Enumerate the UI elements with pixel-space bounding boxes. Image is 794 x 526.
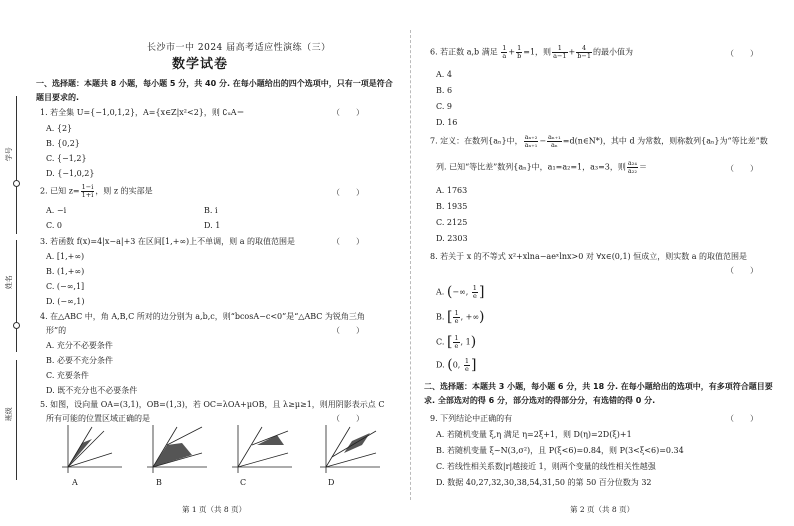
- page-1-footer: 第 1 页（共 8 页）: [182, 505, 247, 514]
- q6-stem-part: 的最小值为: [592, 47, 633, 57]
- interval-part: −∞,: [452, 287, 471, 297]
- q8-fraction: [464, 358, 470, 373]
- fraction-numerator: 1−i: [81, 183, 94, 191]
- question-4-stem-line-1: 4. 在△ABC 中，角 A,B,C 所对的边分别为 a,b,c，则“bcosA−c<0”是“△ABC 为锐角三角: [40, 312, 365, 321]
- q2-option-a: A. −i: [46, 206, 67, 215]
- fraction-denominator: e: [472, 291, 477, 300]
- fraction-denominator: b−1: [577, 52, 591, 60]
- question-7-stem-line-2: [436, 160, 647, 175]
- class-label: 班级: [4, 407, 13, 422]
- question-6-stem: 6. 若正数 a,b 满足 $\frac{1}{a}$ + $\frac{1}{b}$ =1，则 $\frac{1}{a-1}$ + $\frac{4}{b-1}$ 的最小值为: [430, 44, 633, 60]
- q6-option-a: A. 4: [436, 70, 452, 79]
- binding-hole: [13, 322, 20, 329]
- binding-line: [16, 360, 17, 480]
- close-paren-glyph: ): [479, 309, 485, 325]
- question-1-stem: 1. 若全集 U={−1,0,1,2}，A={x∈Z|x²<2}，则 ∁ᵤA＝: [40, 108, 245, 117]
- section-1-heading-line: 一、选择题：本题共 8 小题，每小题 5 分，共 40 分. 在每小题给出的四个选项中，只有一项是符合: [36, 79, 393, 88]
- q8-fraction: [453, 310, 459, 325]
- fraction-numerator: 1: [464, 356, 470, 365]
- open-bracket-glyph: [: [446, 334, 453, 350]
- binding-hole: [13, 180, 20, 187]
- section-1-heading: [36, 77, 393, 105]
- q3-option-c: C. (−∞,1]: [46, 282, 85, 291]
- q6-fraction: [516, 45, 522, 60]
- q4-option-c: C. 充要条件: [46, 371, 89, 380]
- section-1-heading-line: 题目要求的.: [36, 93, 80, 102]
- close-bracket-glyph: ]: [478, 284, 485, 300]
- q5-graph-label-a: A: [72, 478, 78, 487]
- q9-option-c: C. 若线性相关系数|r|越接近 1，则两个变量的线性相关性越强: [436, 462, 656, 471]
- question-9-stem: 9. 下列结论中正确的有: [430, 414, 513, 423]
- q6-option-b: B. 6: [436, 86, 453, 95]
- section-2-heading-line: 求. 全部选对的得 6 分，部分选对的得部分分，有选错的得 0 分.: [424, 396, 656, 405]
- q5-graph-options: [52, 423, 382, 483]
- fraction-numerator: aₙ₊₂: [524, 133, 538, 141]
- answer-paren: （ ）: [726, 266, 758, 275]
- q3-option-a: A. [1,+∞): [46, 252, 85, 261]
- open-bracket-glyph: [: [446, 309, 453, 325]
- q8-fraction: [472, 285, 478, 300]
- fraction-numerator: 1: [502, 44, 507, 52]
- section-2-heading: [424, 380, 773, 408]
- q7-stem-part: ＝: [639, 162, 647, 172]
- answer-paren: （ ）: [332, 108, 364, 117]
- q4-option-a: A. 充分不必要条件: [46, 341, 113, 350]
- q5-graph-b: [147, 425, 207, 473]
- q5-graph-a: [62, 425, 122, 473]
- question-7-stem-line-1: 7. 定义：在数列{aₙ}中， $\frac{\text{aₙ₊₂}}{\text{aₙ₊₁}}$ − $\frac{\text{aₙ₊₁}}{\text{aₙ}}$ =d(n∈N*)，其中 d 为常数，则称数列{aₙ}为“等比差”数: [430, 133, 768, 149]
- q5-graph-d: [320, 425, 380, 473]
- fraction-numerator: 1: [454, 308, 459, 317]
- q7-stem-part: 列. 已知“等比差”数列{aₙ}中，a₁=a₂=1，a₃=3，则: [436, 162, 626, 172]
- q8-option-d: [436, 357, 476, 374]
- q6-fraction: [576, 45, 592, 60]
- fraction-denominator: b: [517, 52, 522, 60]
- q7-option-c: C. 2125: [436, 218, 468, 227]
- question-4-stem-line-2: 形”的: [46, 326, 67, 335]
- answer-paren: （ ）: [726, 164, 758, 173]
- q5-graph-label-d: D: [328, 478, 335, 487]
- answer-paren: （ ）: [332, 326, 364, 335]
- close-bracket-glyph: ]: [471, 357, 477, 373]
- q6-stem-part: 6. 若正数 a,b 满足: [430, 47, 498, 57]
- fraction-denominator: aₙ₊₁: [524, 141, 538, 149]
- exam-title: 长沙市一中 2024 届高考适应性演练（三）: [147, 43, 331, 53]
- question-5-stem-line-1: 5. 如图，设向量 OA=(3,1)，OB=(1,3)，若 OC=λOA+μOB，且 λ≥μ≥1，则用阴影表示点 C: [40, 400, 385, 409]
- answer-paren: （ ）: [332, 188, 364, 197]
- q6-fraction: [501, 45, 507, 60]
- fraction-denominator: e: [465, 364, 469, 373]
- page-divider: [410, 30, 411, 500]
- interval-part: , 1: [460, 337, 471, 347]
- question-8-stem: 8. 若关于 x 的不等式 x²+xlna−aeˣlnx>0 对 ∀x∈(0,1) 恒成立，则实数 a 的取值范围是: [430, 252, 748, 261]
- q8-option-c: [436, 334, 476, 351]
- page-2: [420, 0, 788, 526]
- q2-option-d: D. 1: [204, 221, 221, 230]
- q7-option-a: A. 1763: [436, 186, 468, 195]
- name-label: 姓名: [4, 275, 13, 290]
- question-5-stem-line-2: 所有可能的位置区域正确的是: [46, 414, 150, 423]
- q6-fraction: [552, 45, 567, 60]
- q1-option-d: D. {−1,0,2}: [46, 169, 95, 178]
- option-letter: D.: [436, 360, 445, 370]
- q7-option-d: D. 2303: [436, 234, 468, 243]
- q3-option-b: B. (1,+∞): [46, 267, 85, 276]
- q7-fraction: [524, 134, 539, 149]
- fraction-denominator: a₂₂: [627, 167, 637, 175]
- interval-part: 0,: [452, 360, 463, 370]
- q4-option-b: B. 必要不充分条件: [46, 356, 113, 365]
- q4-option-d: D. 既不充分也不必要条件: [46, 386, 138, 395]
- fraction-numerator: 1: [517, 44, 522, 52]
- fraction-numerator: 4: [576, 45, 592, 53]
- question-2-stem: [40, 184, 153, 199]
- fraction-denominator: a−1: [553, 52, 567, 60]
- answer-paren: （ ）: [726, 49, 758, 58]
- answer-paren: （ ）: [332, 237, 364, 246]
- binding-margin: [0, 0, 30, 526]
- close-paren-glyph: ): [470, 334, 477, 350]
- q2-stem-part: 2. 已知 z=: [40, 186, 80, 196]
- binding-line: [16, 240, 17, 352]
- interval-part: , +∞: [460, 312, 480, 322]
- q8-option-a: [436, 284, 484, 301]
- q5-graph-c: [232, 425, 292, 473]
- q2-option-b: B. i: [204, 206, 218, 215]
- page-2-footer: 第 2 页（共 8 页）: [570, 505, 635, 514]
- binding-line: [16, 96, 17, 234]
- fraction-numerator: 1: [454, 333, 459, 342]
- open-paren-glyph: (: [446, 284, 453, 300]
- fraction-numerator: a₂₄: [627, 159, 637, 167]
- q8-option-b: [436, 309, 485, 326]
- fraction-denominator: e: [454, 316, 459, 325]
- q6-option-d: D. 16: [436, 118, 458, 127]
- q3-option-d: D. (−∞,1): [46, 297, 85, 306]
- q5-graph-label-b: B: [156, 478, 162, 487]
- open-paren-glyph: (: [447, 357, 453, 373]
- option-letter: A.: [436, 287, 445, 297]
- q2-stem-part: ，则 z 的实部是: [95, 186, 153, 196]
- q5-graph-label-c: C: [240, 478, 247, 487]
- q8-fraction: [453, 335, 459, 350]
- q9-option-a: A. 若随机变量 ξ,η 满足 η=2ξ+1，则 D(η)=2D(ξ)+1: [436, 430, 632, 439]
- q7-stem-part: 7. 定义：在数列{aₙ}中，: [430, 136, 523, 146]
- fraction-denominator: 1+i: [81, 191, 94, 199]
- page-1: [32, 0, 402, 526]
- q7-option-b: B. 1935: [436, 202, 468, 211]
- q7-fraction: [547, 134, 562, 149]
- q9-option-b: B. 若随机变量 ξ~N(3,σ²)，且 P(ξ<6)=0.84，则 P(3<ξ<6)=0.34: [436, 446, 684, 455]
- q7-stem-part: =d(n∈N*)，其中 d 为常数，则称数列{aₙ}为“等比差”数: [562, 136, 768, 146]
- section-2-heading-line: 二、选择题：本题共 3 小题，每小题 6 分，共 18 分. 在每小题给出的选项中，有多项符合题目要: [424, 382, 773, 391]
- q1-option-b: B. {0,2}: [46, 139, 80, 148]
- option-letter: C.: [436, 337, 445, 347]
- fraction-denominator: a: [502, 52, 507, 60]
- student-id-label: 学号: [4, 147, 13, 162]
- subject-title: 数学试卷: [172, 57, 229, 72]
- q2-option-c: C. 0: [46, 221, 63, 230]
- q7-fraction: [627, 160, 638, 175]
- answer-paren: （ ）: [332, 414, 364, 423]
- q9-option-d: D. 数据 40,27,32,30,38,54,31,50 的第 50 百分位数为 32: [436, 478, 652, 487]
- q2-fraction: [81, 184, 95, 199]
- q1-option-a: A. {2}: [46, 124, 73, 133]
- option-letter: B.: [436, 312, 445, 322]
- q6-stem-part: =1，则: [523, 47, 552, 57]
- answer-paren: （ ）: [726, 414, 758, 423]
- fraction-numerator: 1: [472, 283, 477, 292]
- q6-option-c: C. 9: [436, 102, 453, 111]
- fraction-denominator: e: [454, 341, 459, 350]
- question-3-stem: 3. 若函数 f(x)=4|x−a|+3 在区间[1,+∞)上不单调，则 a 的取值范围是: [40, 237, 296, 246]
- fraction-numerator: 1: [552, 45, 567, 53]
- fraction-numerator: aₙ₊₁: [548, 133, 561, 141]
- fraction-denominator: aₙ: [551, 141, 558, 149]
- q1-option-c: C. {−1,2}: [46, 154, 87, 163]
